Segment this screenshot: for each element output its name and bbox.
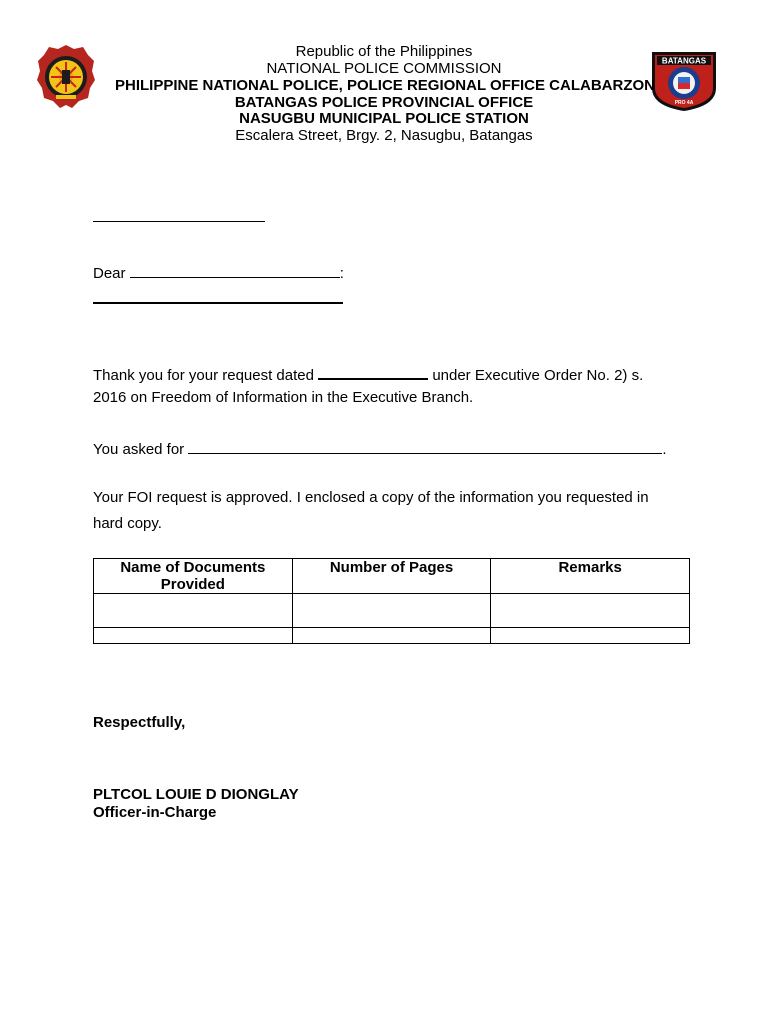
table-cell[interactable] (94, 628, 293, 644)
table-cell[interactable] (491, 628, 690, 644)
dear-label: Dear (93, 265, 126, 282)
date-blank[interactable] (93, 205, 265, 222)
svg-text:PRO 4A: PRO 4A (674, 100, 694, 106)
closing-salutation: Respectfully, (93, 714, 186, 731)
request-date-blank[interactable] (318, 364, 428, 380)
batangas-label: BATANGAS (661, 56, 707, 66)
asked-for-label: You asked for (93, 441, 185, 458)
col-header-remarks: Remarks (491, 559, 690, 594)
salutation-line (93, 263, 344, 282)
dear-colon: : (339, 265, 344, 282)
asked-for-blank[interactable] (188, 439, 662, 454)
table-row (94, 594, 690, 628)
para3-line-a: Your FOI request is approved. I enclosed a copy of the information you requested in (93, 489, 649, 506)
signatory-title: Officer-in-Charge (93, 804, 217, 821)
para1-part-b: under Executive Order No. 2) s. (432, 367, 644, 384)
table-cell[interactable] (94, 594, 293, 628)
asked-for-line (93, 439, 667, 458)
table-cell[interactable] (491, 594, 690, 628)
recipient-name-blank[interactable] (130, 263, 340, 278)
header-municipal-station: NASUGBU MUNICIPAL POLICE STATION (239, 110, 529, 127)
header-provincial-office: BATANGAS POLICE PROVINCIAL OFFICE (234, 94, 534, 111)
table-header-row (94, 559, 690, 594)
header-napolcom: NATIONAL POLICE COMMISSION (266, 60, 502, 77)
recipient-address-blank[interactable] (93, 294, 343, 304)
asked-for-period: . (662, 441, 667, 458)
header-republic: Republic of the Philippines (295, 43, 473, 60)
col-header-pages: Number of Pages (292, 559, 491, 594)
signatory-name: PLTCOL LOUIE D DIONGLAY (93, 786, 299, 803)
documents-table (93, 558, 690, 644)
col-header-documents: Name of Documents Provided (94, 559, 293, 594)
para3-line-b: hard copy. (93, 515, 162, 532)
paragraph-request (93, 364, 675, 384)
para1-part-c: 2016 on Freedom of Information in the Executive Branch. (93, 389, 474, 406)
header-pnp-region: PHILIPPINE NATIONAL POLICE, POLICE REGIONAL OFFICE CALABARZON (114, 77, 656, 94)
table-cell[interactable] (292, 628, 491, 644)
header-address: Escalera Street, Brgy. 2, Nasugbu, Batangas (235, 127, 533, 144)
table-row (94, 628, 690, 644)
para1-part-a: Thank you for your request dated (93, 367, 314, 384)
table-cell[interactable] (292, 594, 491, 628)
